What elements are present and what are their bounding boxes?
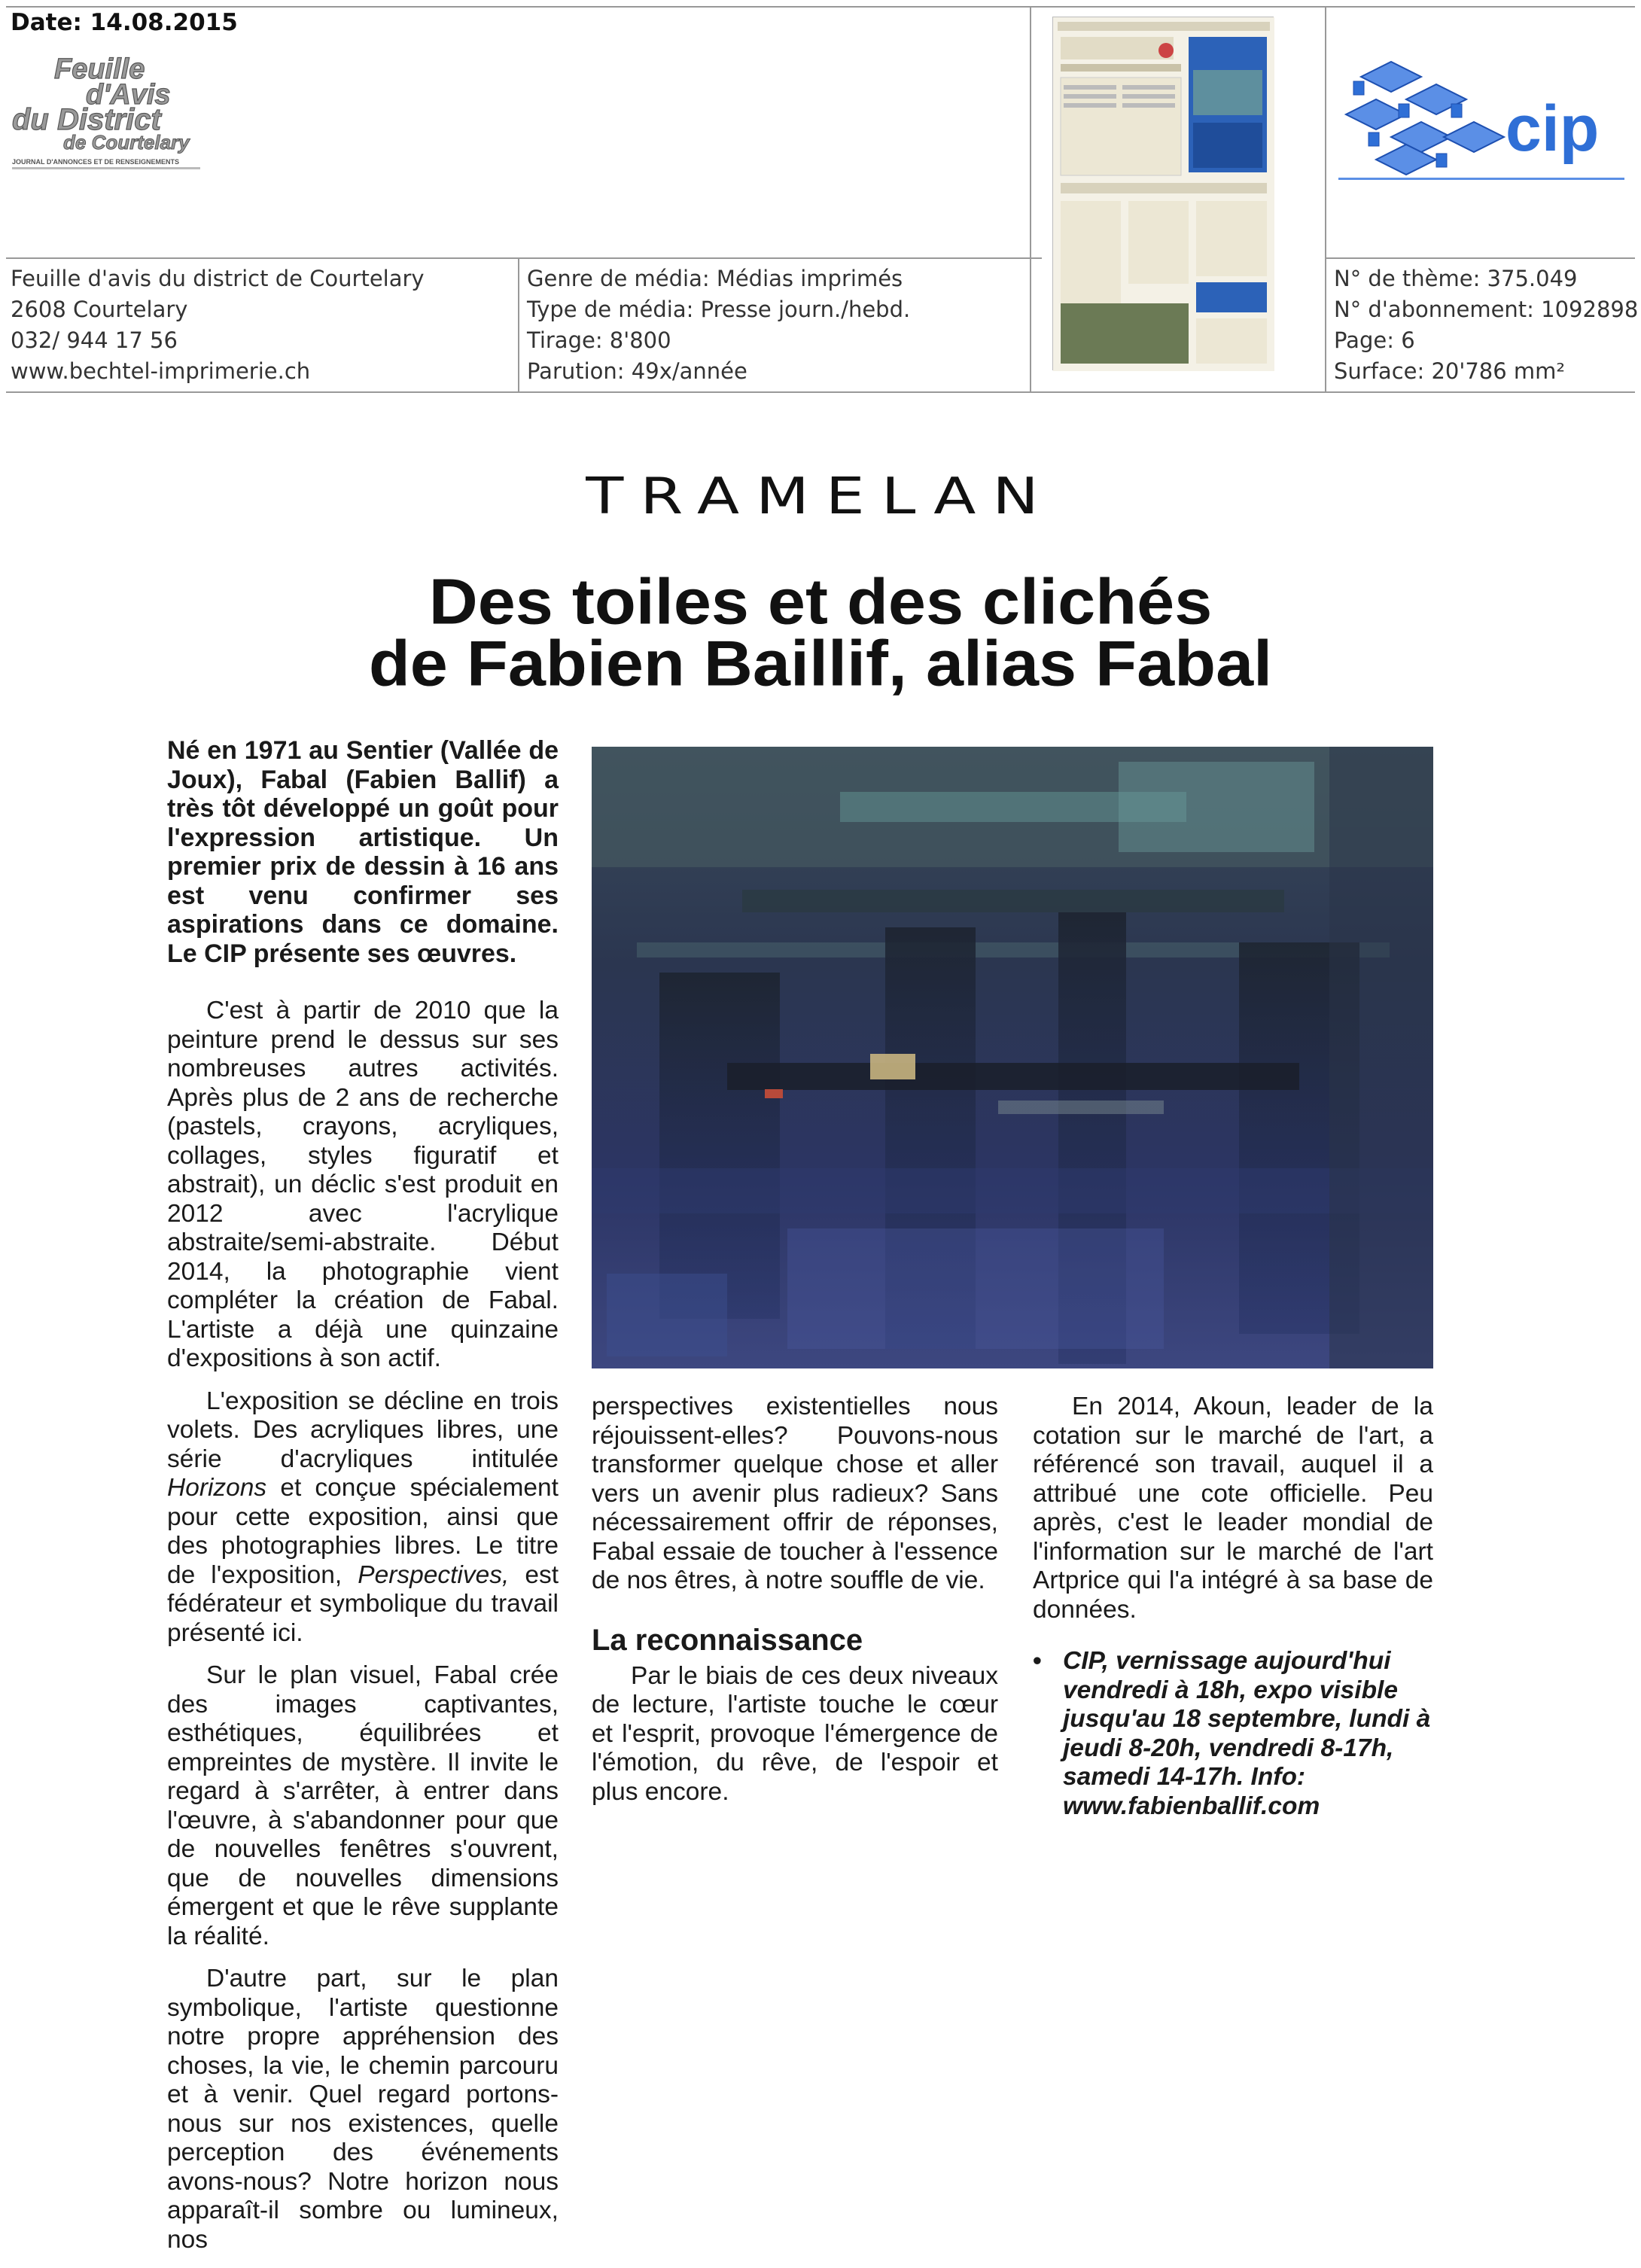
cip-logo <box>1331 54 1632 190</box>
article-column-1 <box>167 736 559 2268</box>
media-type: Type de média: Presse journ./hebd. <box>527 297 911 322</box>
article-column-3 <box>1033 1393 1433 1834</box>
headline-line-2: de Fabien Baillif, alias Fabal <box>368 628 1273 700</box>
publisher-web[interactable]: www.bechtel-imprimerie.ch <box>11 358 311 384</box>
newspaper-masthead-logo <box>11 51 206 172</box>
artwork-photo <box>592 747 1433 1368</box>
headline-line-1: Des toiles et des clichés <box>428 566 1213 638</box>
masthead-line3: du District <box>12 103 161 136</box>
bullet-icon: • <box>1033 1647 1042 1675</box>
page-thumbnail-graphic <box>1053 17 1274 371</box>
event-info-text: CIP, vernissage aujourd'hui vendredi à 18h, expo visible jusqu'au 18 septembre, lundi à jeudi 8-20h, vendredi 8-17h, samedi 14-17h. Info: www.fabienballif.com <box>1063 1647 1431 1820</box>
cip-logo-graphic <box>1331 54 1632 190</box>
ref-page: Page: 6 <box>1334 327 1415 353</box>
publisher-phone: 032/ 944 17 56 <box>11 327 178 353</box>
header-mid-rule <box>6 257 1042 259</box>
article-paragraph: C'est à partir de 2010 que la peinture prend le dessus sur ses nombreuses autres activités. Après plus de 2 ans de recherche (pastels, crayons, acryliques, collages, styles figuratif et abstrait), un déclic s'est produit en 2012 avec l'acrylique abstraite/semi-abstraite. Début 2014, la photographie vient compléter la création de Fabal. L'artiste a déjà une quinzaine d'expositions à son actif. <box>167 997 559 1372</box>
article-subhead: La reconnaissance <box>592 1623 863 1657</box>
masthead-tagline: JOURNAL D'ANNONCES ET DE RENSEIGNEMENTS <box>12 158 179 166</box>
article-paragraph: Sur le plan visuel, Fabal crée des images captivantes, esthétiques, équilibrées et empreintes de mystère. Il invite le regard à s'arrêter, à entrer dans l'œuvre, à s'abandonner pour que de nouvelles fenêtres s'ouvrent, que de nouvelles dimensions émergent et que le rêve supplante la réalité. <box>167 1661 559 1950</box>
masthead-line2: d'Avis <box>86 79 171 111</box>
media-info <box>527 263 910 387</box>
header-divider-3 <box>1325 6 1326 391</box>
reference-info <box>1334 263 1638 387</box>
header-divider-2 <box>1030 6 1031 391</box>
ref-theme: N° de thème: 375.049 <box>1334 266 1578 291</box>
ref-abonnement: N° d'abonnement: 1092898 <box>1334 297 1639 322</box>
article-lead: Né en 1971 au Sentier (Vallée de Joux), Fabal (Fabien Ballif) a très tôt développé un goût pour l'expression artistique. Un premier prix de dessin à 16 ans est venu confirmer ses aspirations dans ce domaine. Le CIP présente ses œuvres. <box>167 736 559 968</box>
media-tirage: Tirage: 8'800 <box>527 327 671 353</box>
header-top-rule <box>6 6 1635 8</box>
abstract-painting-image <box>592 747 1433 1368</box>
masthead-line1: Feuille <box>54 53 145 85</box>
newspaper-page-thumbnail <box>1052 17 1274 370</box>
article-paragraph: L'exposition se décline en trois volets. Des acryliques libres, une série d'acryliques intitulée Horizons et conçue spécialement pour cette exposition, ainsi que des photographies libres. Le titre de l'exposition, Perspectives, est fédérateur et symbolique du travail présenté ici. <box>167 1387 559 1647</box>
media-parution: Parution: 49x/année <box>527 358 747 384</box>
article-paragraph: Par le biais de ces deux niveaux de lecture, l'artiste touche le cœur et l'esprit, provoque l'émergence de l'émotion, du rêve, de l'espoir et plus encore. <box>592 1661 998 1806</box>
article-headline <box>151 566 1490 700</box>
event-info <box>1033 1647 1433 1821</box>
publisher-name: Feuille d'avis du district de Courtelary <box>11 266 425 291</box>
masthead-line4: de Courtelary <box>63 131 190 154</box>
header-mid-rule-right <box>1325 257 1635 259</box>
article-kicker: TRAMELAN <box>586 467 1055 526</box>
publisher-city: 2608 Courtelary <box>11 297 188 322</box>
article-paragraph: D'autre part, sur le plan symbolique, l'artiste questionne notre propre appréhension des choses, la vie, le chemin parcouru et à venir. Quel regard portons-nous sur nos existences, quelle perception des événements avons-nous? Notre horizon nous apparaît-il sombre ou lumineux, nos <box>167 1965 559 2254</box>
publisher-info <box>11 263 425 387</box>
article-column-2 <box>592 1393 998 1820</box>
header-bottom-rule <box>6 391 1635 393</box>
clipping-date: Date: 14.08.2015 <box>11 9 238 36</box>
ref-surface: Surface: 20'786 mm² <box>1334 358 1566 384</box>
header-divider-1 <box>518 257 519 391</box>
article-paragraph: En 2014, Akoun, leader de la cotation sur le marché de l'art, a référencé son travail, auquel il a attribué une cote officielle. Peu après, c'est le leader mondial de l'information sur le marché de l'art Artprice qui l'a intégré à sa base de données. <box>1033 1393 1433 1624</box>
article-paragraph: perspectives existentielles nous réjouissent-elles? Pouvons-nous transformer quelque chose et aller vers un avenir plus radieux? Sans nécessairement offrir de réponses, Fabal essaie de toucher à l'essence de nos êtres, à notre souffle de vie. <box>592 1393 998 1594</box>
masthead-logo-graphic <box>11 51 206 172</box>
cip-logo-text: cip <box>1506 93 1600 165</box>
media-genre: Genre de média: Médias imprimés <box>527 266 903 291</box>
